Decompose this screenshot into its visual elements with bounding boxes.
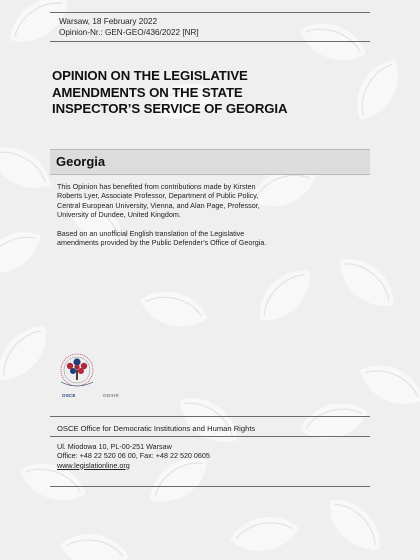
country-band bbox=[50, 149, 370, 175]
contact-block bbox=[57, 442, 210, 470]
website-link[interactable]: www.legislationline.org bbox=[57, 460, 130, 470]
paragraph-line: This Opinion has benefited from contributions made by Kirsten bbox=[57, 182, 256, 191]
odihr-wordmark: ODIHR bbox=[103, 393, 119, 398]
footer-mid-rule bbox=[50, 436, 370, 437]
paragraph-line: University of Dundee, United Kingdom. bbox=[57, 209, 181, 219]
document-title bbox=[52, 68, 352, 118]
footer-top-rule bbox=[50, 416, 370, 417]
title-line: INSPECTOR’S SERVICE OF GEORGIA bbox=[52, 101, 288, 116]
contributions-paragraph bbox=[57, 182, 362, 219]
footer-bottom-rule bbox=[50, 486, 370, 487]
osce-wordmark: OSCE bbox=[62, 393, 76, 398]
opinion-number: Opinion-Nr.: GEN-GEO/436/2022 [NR] bbox=[59, 28, 199, 37]
paragraph-line: Based on an unofficial English translation of the Legislative bbox=[57, 229, 245, 238]
title-line: AMENDMENTS ON THE STATE bbox=[52, 84, 243, 100]
top-rule bbox=[50, 12, 370, 13]
title-line: OPINION ON THE LEGISLATIVE bbox=[52, 68, 248, 83]
phone-fax: Office: +48 22 520 06 00, Fax: +48 22 520 0605 bbox=[57, 451, 210, 461]
country-name: Georgia bbox=[56, 154, 106, 169]
postal-address: Ul. Miodowa 10, PL-00-251 Warsaw bbox=[57, 442, 172, 451]
organization-name: OSCE Office for Democratic Institutions and Human Rights bbox=[57, 424, 256, 433]
header-rule bbox=[50, 41, 370, 42]
paragraph-line: amendments provided by the Public Defender’s Office of Georgia. bbox=[57, 238, 267, 248]
paragraph-line: Central European University, Vienna, and Alan Page, Professor, bbox=[57, 200, 260, 210]
paragraph-line: Roberts Lyer, Associate Professor, Department of Public Policy, bbox=[57, 191, 259, 201]
document-header bbox=[59, 16, 199, 38]
translation-note-paragraph bbox=[57, 229, 362, 248]
place-and-date: Warsaw, 18 February 2022 bbox=[59, 17, 157, 26]
odihr-emblem-logo bbox=[55, 352, 125, 394]
